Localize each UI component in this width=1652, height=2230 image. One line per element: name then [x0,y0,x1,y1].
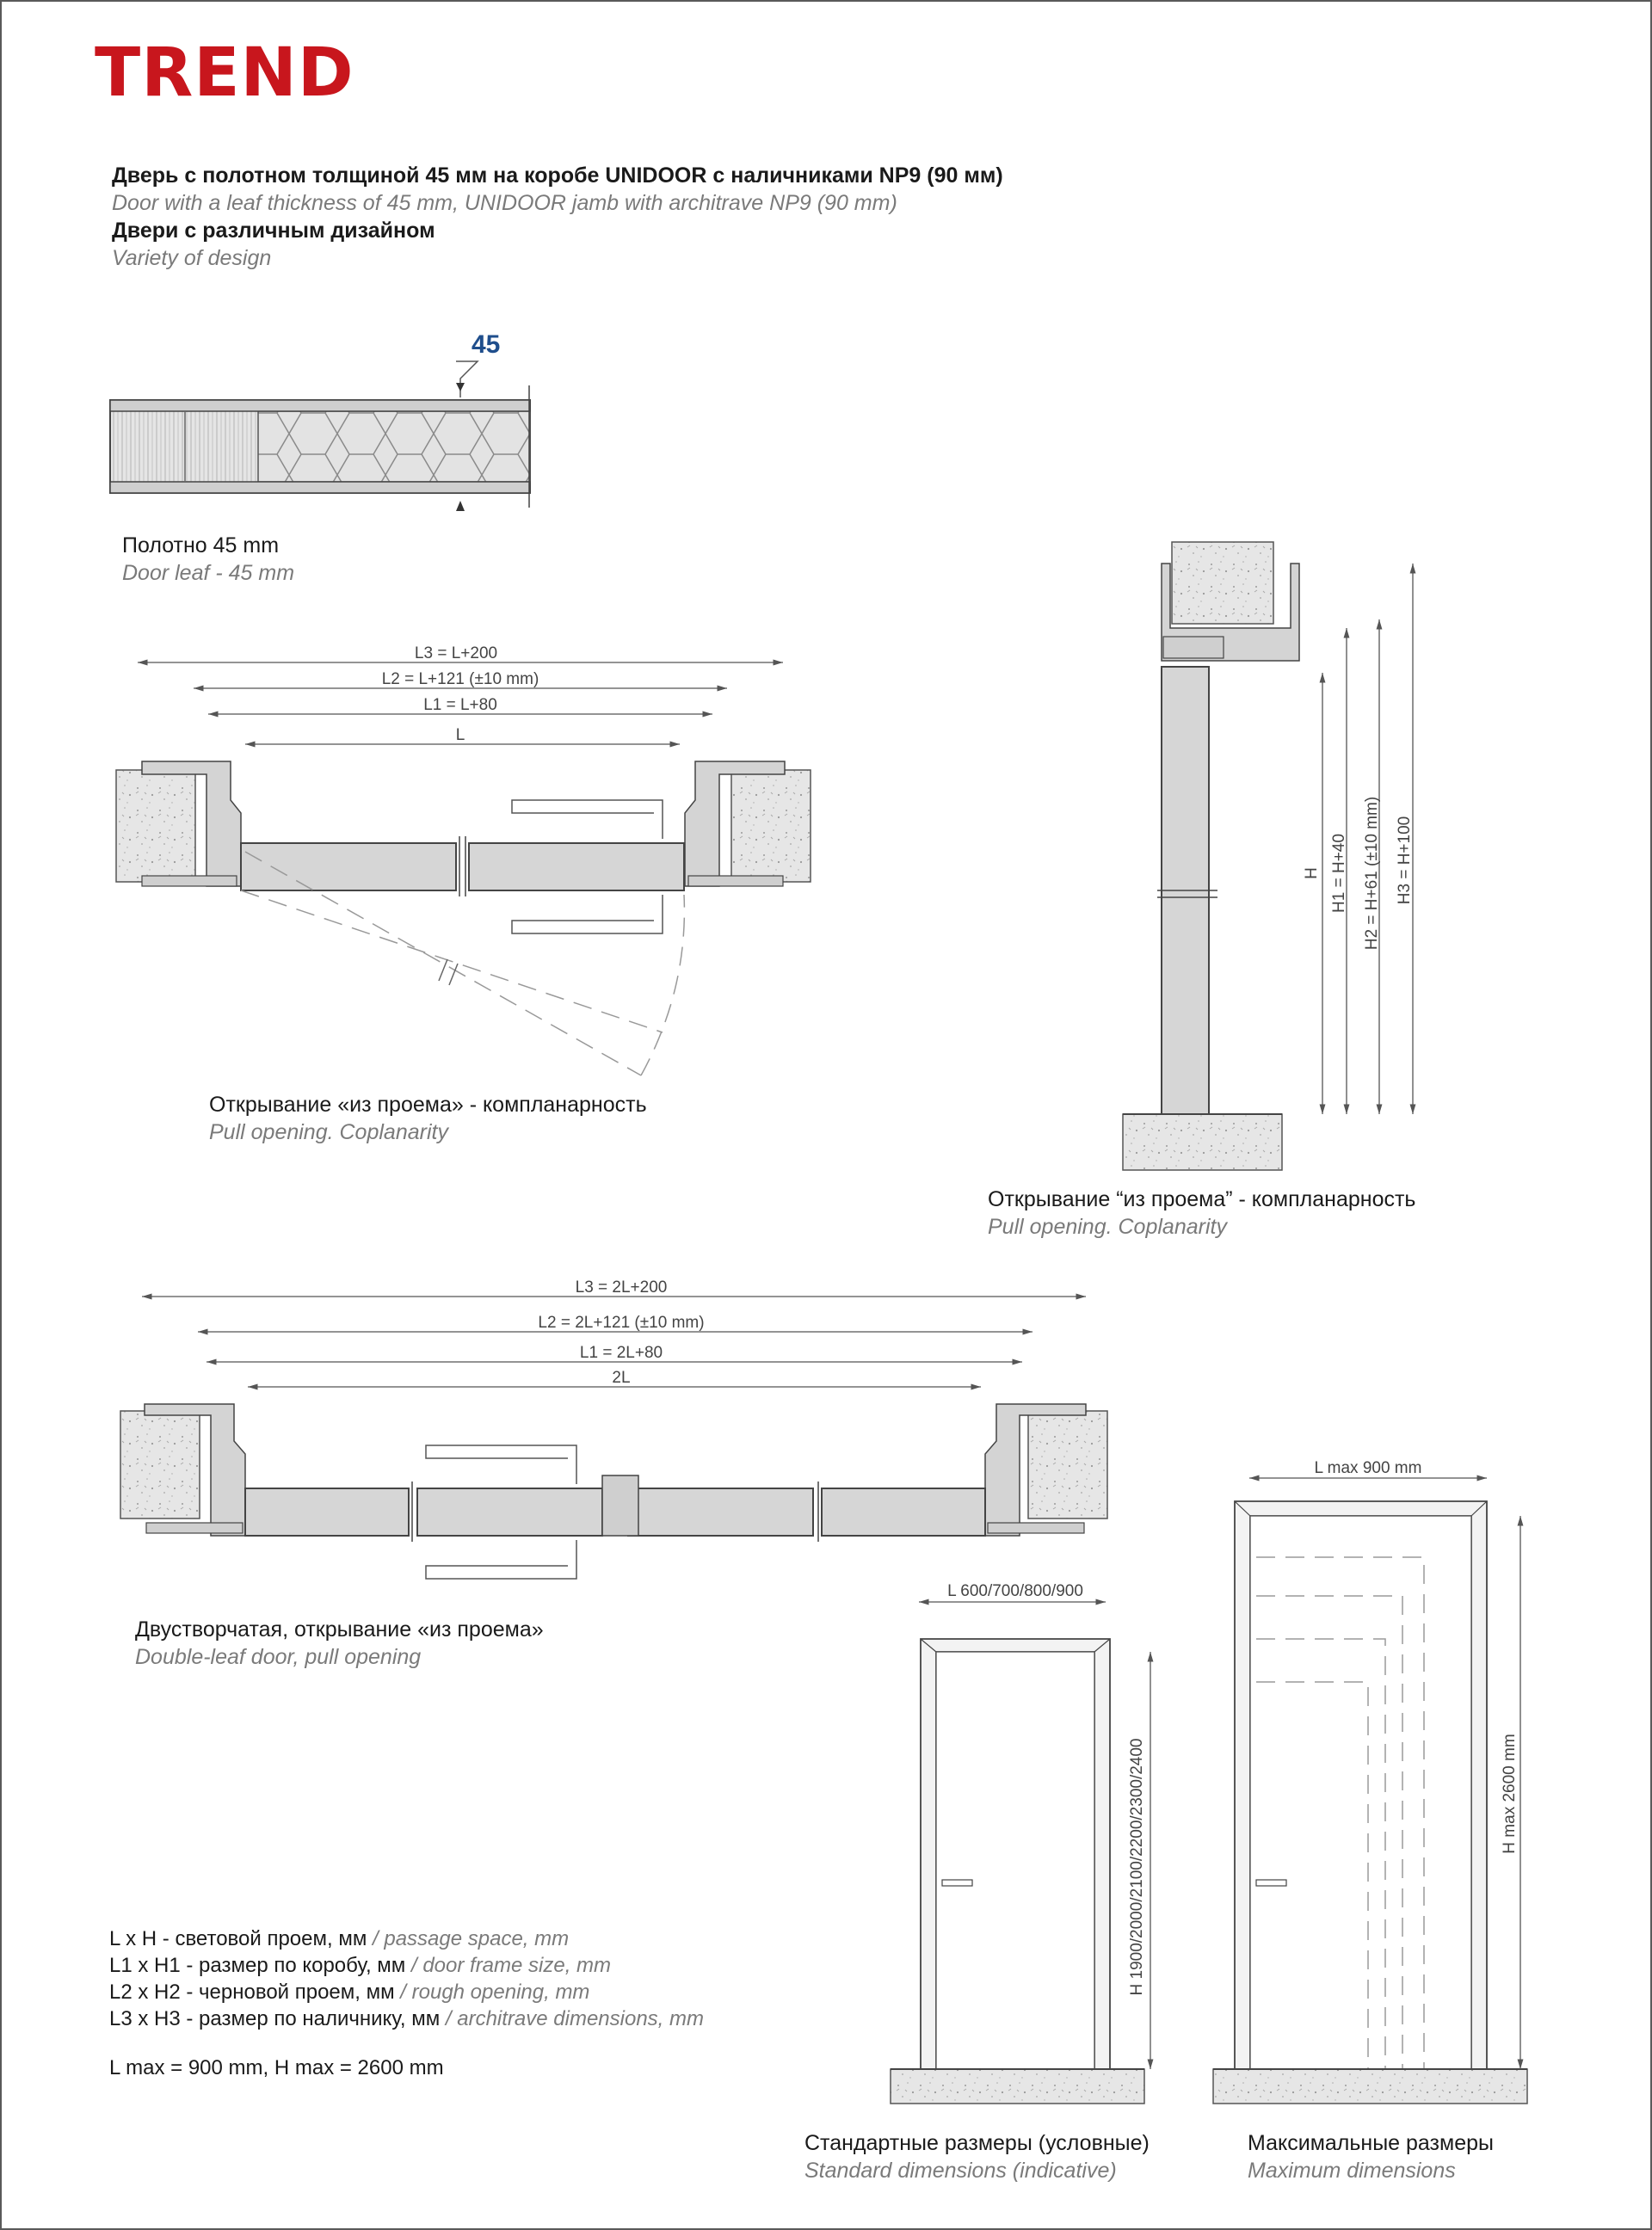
dim-h2: H2 = H+61 (±10 mm) [1363,796,1381,951]
subtitle-ru: Двери с различным дизайном [112,219,435,243]
double-caption-en: Double-leaf door, pull opening [135,1645,422,1669]
maximum-elevation [1213,1459,1527,2104]
leaf-thickness-label: 45 [472,330,501,359]
dim-l2: L2 = L+121 (±10 mm) [381,670,539,688]
dim-2l: 2L [612,1369,631,1387]
dim-2l3: L3 = 2L+200 [575,1278,668,1297]
dim-h3: H3 = H+100 [1396,816,1414,905]
legend-row: L2 x H2 - черновой проем, мм / rough opening, mm [109,1981,590,2004]
brand-logo: TREND [95,34,354,112]
title-ru: Дверь с полотном толщиной 45 мм на коробе UNIDOOR с наличниками NP9 (90 мм) [112,163,1003,188]
vertical-caption-en: Pull opening. Coplanarity [988,1215,1227,1239]
vertical-caption-ru: Открывание “из проема” - компланарность [988,1187,1416,1211]
legend-max: L max = 900 mm, H max = 2600 mm [109,2056,444,2079]
dim-l1: L1 = L+80 [423,696,497,714]
dim-2l1: L1 = 2L+80 [579,1344,663,1362]
dim-l3: L3 = L+200 [414,644,498,662]
dim-h1: H1 = H+40 [1330,834,1348,913]
maximum-caption-ru: Максимальные размеры [1248,2131,1494,2155]
single-caption-ru: Открывание «из проема» - компланарность [209,1093,647,1117]
double-plan [120,1278,1107,1579]
leaf-caption-ru: Полотно 45 mm [122,533,280,558]
standard-caption-ru: Стандартные размеры (условные) [804,2131,1150,2155]
title-en: Door with a leaf thickness of 45 mm, UNIDOOR jamb with architrave NP9 (90 mm) [112,191,897,215]
legend-row: L1 x H1 - размер по коробу, мм / door frame size, mm [109,1954,612,1977]
leaf-section [110,330,530,511]
std-width-label: L 600/700/800/900 [947,1582,1083,1600]
legend-row: L x H - световой проем, мм / passage space, mm [109,1927,570,1950]
dim-h: H [1303,867,1321,879]
standard-caption-en: Standard dimensions (indicative) [804,2159,1117,2183]
max-width-label: L max 900 mm [1314,1459,1422,1477]
legend [109,1925,704,2081]
single-caption-en: Pull opening. Coplanarity [209,1120,448,1144]
leaf-caption-en: Door leaf - 45 mm [122,561,295,585]
vertical-section [1123,542,1414,1170]
std-height-label: H 1900/2000/2100/2200/2300/2400 [1128,1738,1146,1996]
dim-l: L [455,726,465,744]
subtitle-en: Variety of design [112,246,272,270]
single-plan [116,644,811,1075]
standard-elevation [891,1582,1150,2104]
max-height-label: H max 2600 mm [1501,1734,1519,1854]
maximum-caption-en: Maximum dimensions [1248,2159,1456,2183]
legend-row: L3 x H3 - размер по наличнику, мм / architrave dimensions, mm [109,2007,704,2030]
dim-2l2: L2 = 2L+121 (±10 mm) [538,1314,705,1332]
double-caption-ru: Двустворчатая, открывание «из проема» [135,1617,544,1642]
